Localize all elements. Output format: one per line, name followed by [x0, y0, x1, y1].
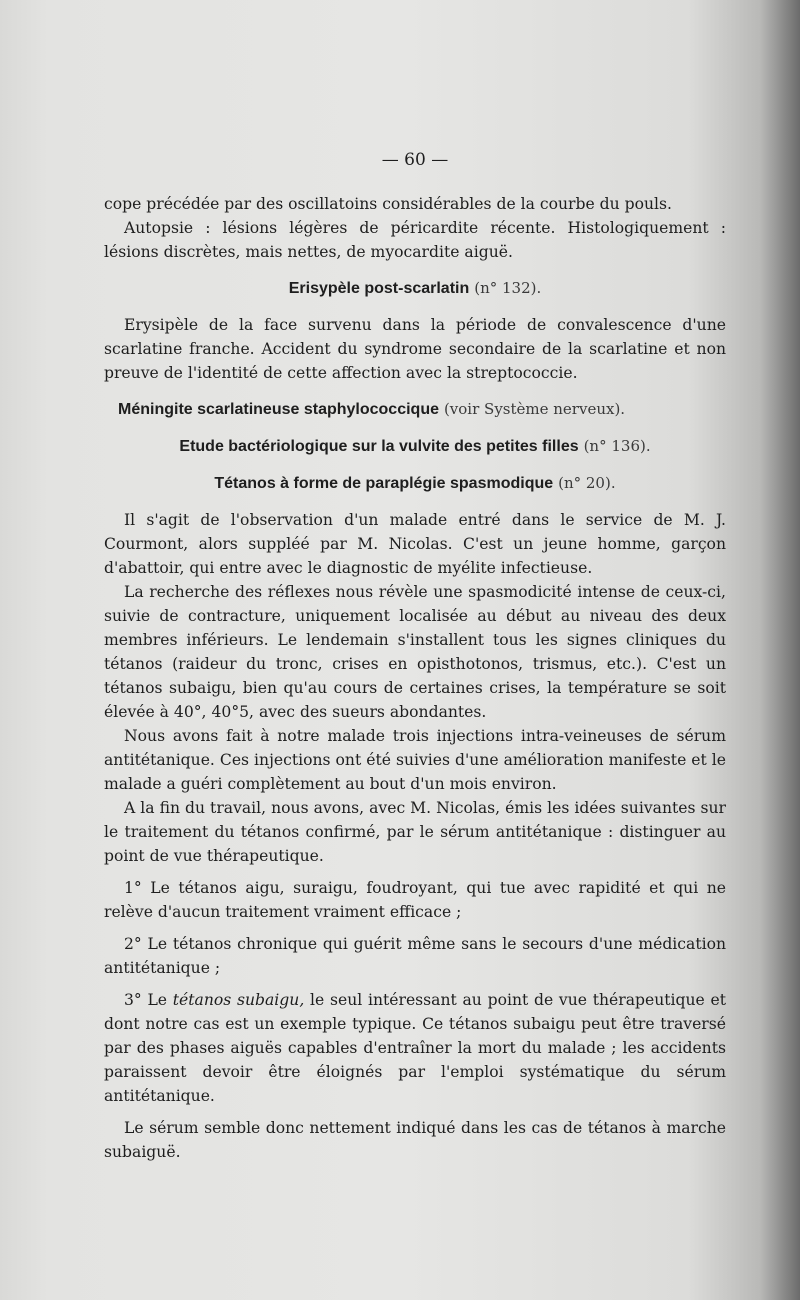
heading-erisypele: [104, 276, 726, 301]
paragraph-final: Le sérum semble donc nettement indiqué dans les cas de tétanos à marche subaiguë.: [104, 1119, 726, 1161]
paragraph-conclusions: A la fin du travail, nous avons, avec M. Nicolas, émis les idées suivantes sur le traitement du tétanos confirmé, par le sérum antitétanique : distinguer au point de vue thérapeutique.: [104, 799, 726, 865]
paragraph-item-2: 2° Le tétanos chronique qui guérit même sans le secours d'une médication antitétanique ;: [104, 935, 726, 977]
page-number: — 60 —: [381, 150, 449, 170]
paragraph-reflexes: La recherche des réflexes nous révèle une spasmodicité intense de ceux-ci, suivie de contracture, uniquement localisée au début au niveau des deux membres inférieurs. Le lendemain s'installent tous les signes cliniques du tétanos (raideur du tronc, crises en opisthotonos, trismus, etc.). C'est un tétanos subaigu, bien qu'au cours de certaines crises, la température se soit élevée à 40°, 40°5, avec des sueurs abondantes.: [104, 583, 726, 721]
heading-meningite-title: Méningite scarlatineuse staphylococcique: [118, 401, 439, 418]
heading-vulvite: [104, 434, 726, 459]
page-body: [104, 150, 726, 1164]
heading-erisypele-title: Erisypèle post-scarlatin: [288, 280, 470, 297]
paragraph-continuation: cope précédée par des oscillatoins considérables de la courbe du pouls.: [104, 195, 673, 213]
heading-erisypele-ref: (n° 132).: [474, 279, 542, 297]
heading-tetanos-ref: (n° 20).: [558, 474, 616, 492]
paragraph-item-1: 1° Le tétanos aigu, suraigu, foudroyant, qui tue avec rapidité et qui ne relève d'aucun traitement vraiment efficace ;: [104, 879, 726, 921]
heading-vulvite-ref: (n° 136).: [583, 437, 651, 455]
heading-vulvite-title: Etude bactériologique sur la vulvite des petites filles: [179, 438, 579, 455]
paragraph-autopsie: Autopsie : lésions légères de péricardite récente. Histologiquement : lésions discrètes, mais nettes, de myocardite aiguë.: [104, 219, 726, 261]
heading-meningite-ref: (voir Système nerveux).: [443, 400, 626, 418]
heading-meningite: [104, 397, 726, 422]
paragraph-item-3: [104, 988, 726, 1108]
paragraph-observation: Il s'agit de l'observation d'un malade entré dans le service de M. J. Courmont, alors suppléé par M. Nicolas. C'est un jeune homme, garçon d'abattoir, qui entre avec le diagnostic de myélite infectieuse.: [104, 511, 726, 577]
paragraph-injections: Nous avons fait à notre malade trois injections intra-veineuses de sérum antitétanique. Ces injections ont été suivies d'une amélioration manifeste et le malade a guéri complètement au bout d'un mois environ.: [104, 727, 726, 793]
heading-tetanos-title: Tétanos à forme de paraplégie spasmodique: [214, 475, 554, 492]
paragraph-erysipele: Erysipèle de la face survenu dans la période de convalescence d'une scarlatine franche. Accident du syndrome secondaire de la scarlatine et non preuve de l'identité de cette affection avec la streptococcie.: [104, 316, 726, 382]
item-3-prefix: 3° Le: [124, 991, 173, 1009]
item-3-rest: le seul intéressant au point de vue thérapeutique et dont notre cas est un exemple typique. Ce tétanos subaigu peut être traversé par des phases aiguës capables d'entraîner la mort du malade ; les accidents paraissent devoir être éloignés par l'emploi systématique du sérum antitétanique.: [104, 991, 727, 1105]
heading-tetanos: [104, 471, 726, 496]
item-3-italic: tétanos subaigu,: [172, 991, 305, 1009]
